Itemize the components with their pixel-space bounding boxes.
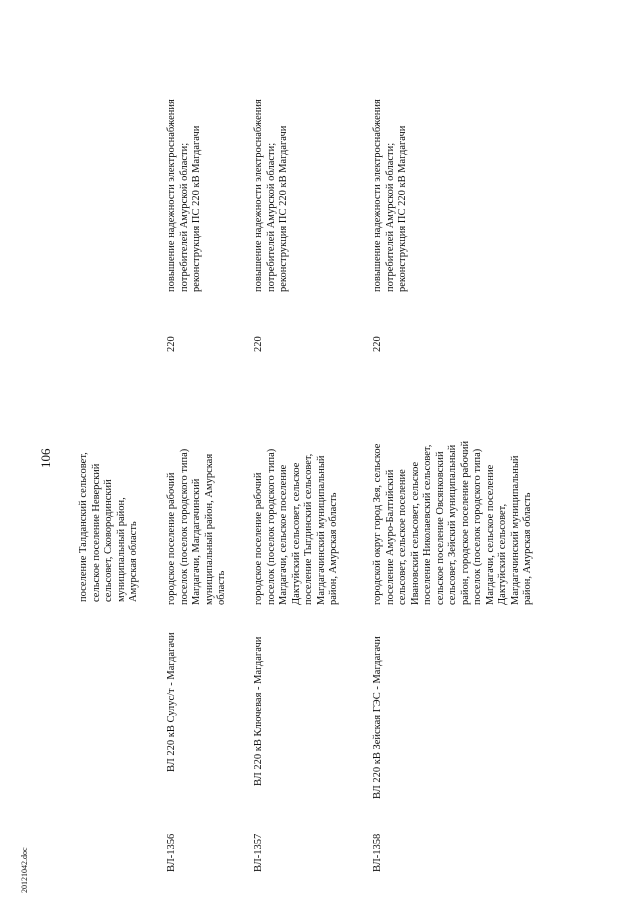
- territory-continuation: поселение Талданский сельсовет, сельское поселение Неверский сельсовет, Сковородинский муниципальный район, Амурская область: [78, 452, 139, 602]
- object-purpose: повышение надежности электроснабжения потребителей Амурской области; реконструкция ПС 220 кВ Магдагачи: [166, 99, 202, 292]
- object-name: ВЛ 220 кВ Ключевая - Магдагачи: [253, 636, 264, 786]
- object-territory: городской округ город Зея, сельское поселение Амуро-Балтийский сельсовет, сельское поселение Ивановский сельсовет, сельское поселение Николаевский сельсовет, сельское поселение Овсянковский сельсовет, Зейский муниципальный район, городское поселение рабочий поселок (поселок городского типа) Магдагачи, сельское поселение Дактуйский сельсовет, Магдагачинский муниципальный район, Амурская область: [372, 440, 533, 605]
- object-voltage: 220: [253, 336, 264, 352]
- object-code: ВЛ-1357: [253, 833, 264, 872]
- object-territory: городское поселение рабочий поселок (поселок городского типа) Магдагачи, Магдагачинский муниципальный район, Амурская область: [166, 448, 227, 605]
- page-number: 106: [38, 448, 53, 468]
- object-voltage: 220: [166, 336, 177, 352]
- object-name: ВЛ 220 кВ Зейская ГЭС - Магдагачи: [372, 636, 383, 799]
- object-code: ВЛ-1358: [372, 833, 383, 872]
- object-territory: городское поселение рабочий поселок (поселок городского типа) Магдагачи, сельское поселение Дактуйский сельсовет, сельское поселение Тыгдинский сельсовет, Магдагачинский муниципальный район, Амурская область: [253, 448, 339, 605]
- document-filename: 20121042.doc: [20, 847, 29, 893]
- object-name: ВЛ 220 кВ Сулус/т - Магдагачи: [166, 632, 177, 772]
- object-purpose: повышение надежности электроснабжения потребителей Амурской области; реконструкция ПС 220 кВ Магдагачи: [372, 99, 408, 292]
- object-purpose: повышение надежности электроснабжения потребителей Амурской области; реконструкция ПС 220 кВ Магдагачи: [253, 99, 289, 292]
- object-code: ВЛ-1356: [166, 833, 177, 872]
- object-voltage: 220: [372, 336, 383, 352]
